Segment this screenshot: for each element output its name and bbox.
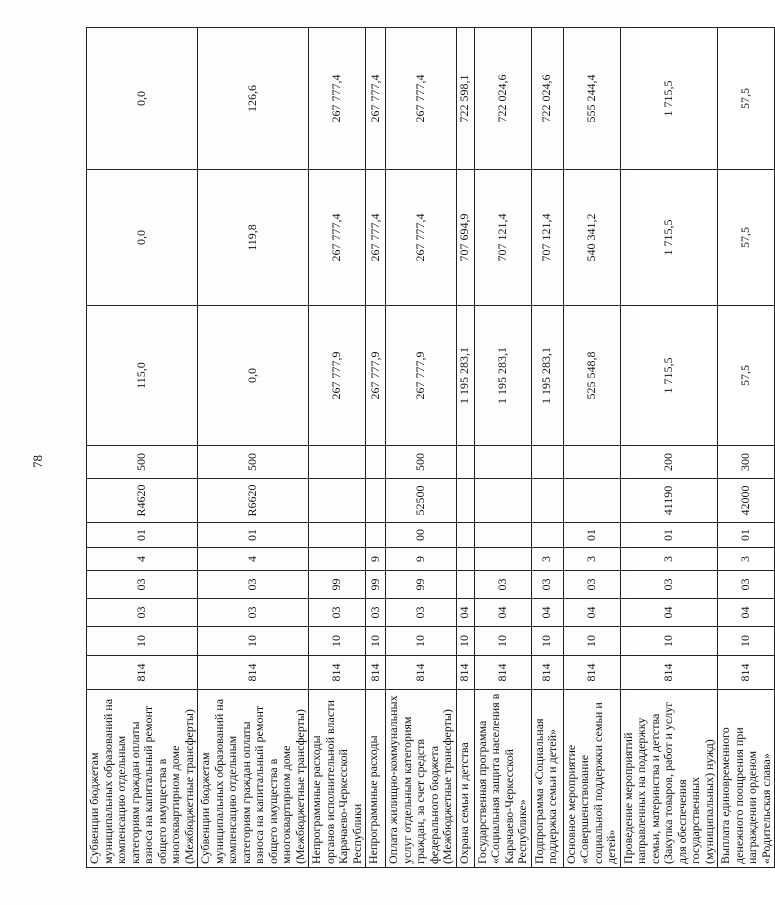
cell-subsection: 04 (718, 599, 775, 627)
table-row (563, 28, 620, 868)
cell-value-2: 267 777,4 (309, 170, 366, 306)
cell-name: Государственная программа «Социальная защита населения в Карачаево-Черкесской Республике» (474, 690, 531, 868)
cell-ministry: 814 (456, 656, 474, 690)
cell-subsection: 03 (366, 599, 386, 627)
cell-subsection: 04 (531, 599, 563, 627)
cell-section: 10 (386, 627, 457, 656)
cell-target-c: 01 (718, 523, 775, 548)
cell-target-b: 4 (198, 548, 309, 571)
cell-target-a: 03 (474, 571, 531, 599)
cell-target-b: 9 (386, 548, 457, 571)
cell-name: Проведение мероприятий направленных на поддержку семьи, материнства и детства (Закупка товаров, работ и услуг для обеспечения государственных (муниципальных) нужд) (620, 690, 718, 868)
cell-target-c: 01 (620, 523, 718, 548)
cell-target-a (456, 571, 474, 599)
cell-value-2: 0,0 (87, 170, 198, 306)
cell-expense-type (456, 446, 474, 479)
cell-value-2: 707 121,4 (474, 170, 531, 306)
cell-subsection: 03 (198, 599, 309, 627)
cell-target-b: 3 (531, 548, 563, 571)
cell-expense-type (474, 446, 531, 479)
cell-target-d (366, 479, 386, 523)
cell-value-1: 267 777,9 (309, 306, 366, 446)
cell-value-3: 722 598,1 (456, 28, 474, 170)
cell-section: 10 (309, 627, 366, 656)
cell-target-a: 99 (386, 571, 457, 599)
cell-value-3: 267 777,4 (386, 28, 457, 170)
cell-target-a: 03 (531, 571, 563, 599)
budget-table (86, 27, 775, 868)
cell-section: 10 (474, 627, 531, 656)
cell-target-b: 9 (366, 548, 386, 571)
cell-target-d (456, 479, 474, 523)
cell-expense-type: 500 (386, 446, 457, 479)
cell-ministry: 814 (620, 656, 718, 690)
cell-subsection: 03 (309, 599, 366, 627)
cell-value-3: 555 244,4 (563, 28, 620, 170)
cell-value-1: 1 195 283,1 (474, 306, 531, 446)
cell-section: 10 (198, 627, 309, 656)
cell-value-1: 267 777,9 (386, 306, 457, 446)
cell-subsection: 04 (563, 599, 620, 627)
cell-section: 10 (366, 627, 386, 656)
table-row (718, 28, 775, 868)
table-row (198, 28, 309, 868)
cell-target-d (531, 479, 563, 523)
cell-subsection: 04 (474, 599, 531, 627)
cell-name: Охрана семьи и детства (456, 690, 474, 868)
cell-value-1: 1 195 283,1 (456, 306, 474, 446)
cell-value-1: 57,5 (718, 306, 775, 446)
table-row (386, 28, 457, 868)
table-row (456, 28, 474, 868)
table-body (87, 28, 775, 868)
cell-ministry: 814 (718, 656, 775, 690)
cell-target-a: 03 (87, 571, 198, 599)
cell-name: Субвенции бюджетам муниципальных образований на компенсацию отдельным категориям граждан оплаты взноса на капитальный ремонт общего имущества в многоквартирном доме (Межбюджетные трансферты) (198, 690, 309, 868)
table-row (309, 28, 366, 868)
cell-target-b (474, 548, 531, 571)
cell-expense-type: 300 (718, 446, 775, 479)
cell-target-c: 01 (198, 523, 309, 548)
cell-subsection: 03 (386, 599, 457, 627)
cell-value-1: 1 715,5 (620, 306, 718, 446)
cell-value-3: 126,6 (198, 28, 309, 170)
cell-value-1: 525 548,8 (563, 306, 620, 446)
cell-name: Субвенции бюджетам муниципальных образований на компенсацию отдельным категориям граждан оплаты взноса на капитальный ремонт общего имущества в многоквартирном доме (Межбюджетные трансферты) (87, 690, 198, 868)
cell-expense-type (309, 446, 366, 479)
cell-target-c (531, 523, 563, 548)
cell-target-d (563, 479, 620, 523)
cell-target-c (366, 523, 386, 548)
cell-value-3: 0,0 (87, 28, 198, 170)
cell-section: 10 (87, 627, 198, 656)
cell-value-2: 1 715,5 (620, 170, 718, 306)
cell-value-3: 267 777,4 (309, 28, 366, 170)
cell-value-3: 267 777,4 (366, 28, 386, 170)
cell-name: Основное мероприятие «Совершенствование социальной поддержки семьи и детей» (563, 690, 620, 868)
cell-target-b: 3 (620, 548, 718, 571)
cell-subsection: 04 (456, 599, 474, 627)
cell-value-3: 722 024,6 (531, 28, 563, 170)
cell-target-d (474, 479, 531, 523)
cell-target-d: R6620 (198, 479, 309, 523)
cell-subsection: 04 (620, 599, 718, 627)
table-row (531, 28, 563, 868)
cell-target-c: 01 (87, 523, 198, 548)
cell-value-3: 57,5 (718, 28, 775, 170)
cell-value-2: 267 777,4 (386, 170, 457, 306)
cell-target-b (309, 548, 366, 571)
cell-target-b: 3 (718, 548, 775, 571)
cell-expense-type (366, 446, 386, 479)
cell-section: 10 (620, 627, 718, 656)
cell-target-a: 03 (563, 571, 620, 599)
cell-expense-type (531, 446, 563, 479)
cell-target-c (456, 523, 474, 548)
cell-target-d (309, 479, 366, 523)
cell-value-2: 707 694,9 (456, 170, 474, 306)
cell-expense-type: 500 (198, 446, 309, 479)
cell-value-3: 1 715,5 (620, 28, 718, 170)
cell-name: Выплата единовременного денежного поощрения при награждении орденом «Родительская слава» (718, 690, 775, 868)
cell-value-1: 115,0 (87, 306, 198, 446)
cell-target-c: 01 (563, 523, 620, 548)
cell-target-c: 00 (386, 523, 457, 548)
table-row (87, 28, 198, 868)
cell-ministry: 814 (198, 656, 309, 690)
cell-value-2: 119,8 (198, 170, 309, 306)
cell-subsection: 03 (87, 599, 198, 627)
cell-target-a: 99 (309, 571, 366, 599)
cell-name: Непрограммные расходы (366, 690, 386, 868)
cell-target-d: 42000 (718, 479, 775, 523)
cell-value-2: 707 121,4 (531, 170, 563, 306)
cell-name: Оплата жилищно-коммунальных услуг отдельным категориям граждан, за счет средств федерального бюджета (Межбюджетные трансферты) (386, 690, 457, 868)
cell-target-b (456, 548, 474, 571)
cell-target-d: 41190 (620, 479, 718, 523)
cell-section: 10 (531, 627, 563, 656)
cell-value-3: 722 024,6 (474, 28, 531, 170)
table-row (366, 28, 386, 868)
cell-target-b: 4 (87, 548, 198, 571)
cell-target-c (474, 523, 531, 548)
cell-section: 10 (718, 627, 775, 656)
cell-section: 10 (563, 627, 620, 656)
cell-expense-type (563, 446, 620, 479)
budget-table-rotated (86, 28, 773, 868)
cell-ministry: 814 (563, 656, 620, 690)
cell-value-2: 57,5 (718, 170, 775, 306)
cell-value-2: 540 341,2 (563, 170, 620, 306)
cell-name: Подпрограмма «Социальная поддержка семьи и детей» (531, 690, 563, 868)
cell-target-a: 03 (620, 571, 718, 599)
cell-target-a: 99 (366, 571, 386, 599)
table-row (620, 28, 718, 868)
cell-name: Непрограммные расходы органов исполнительной власти Карачаево-Черкесской Республики (309, 690, 366, 868)
cell-ministry: 814 (386, 656, 457, 690)
cell-target-a: 03 (198, 571, 309, 599)
cell-ministry: 814 (87, 656, 198, 690)
cell-target-b: 3 (563, 548, 620, 571)
cell-ministry: 814 (366, 656, 386, 690)
page-number: 78 (30, 455, 45, 468)
cell-expense-type: 200 (620, 446, 718, 479)
cell-ministry: 814 (531, 656, 563, 690)
cell-value-1: 267 777,9 (366, 306, 386, 446)
cell-section: 10 (456, 627, 474, 656)
cell-value-1: 0,0 (198, 306, 309, 446)
cell-target-d: 52500 (386, 479, 457, 523)
cell-ministry: 814 (309, 656, 366, 690)
cell-value-1: 1 195 283,1 (531, 306, 563, 446)
cell-expense-type: 500 (87, 446, 198, 479)
cell-target-d: R4620 (87, 479, 198, 523)
cell-ministry: 814 (474, 656, 531, 690)
cell-target-a: 03 (718, 571, 775, 599)
cell-target-c (309, 523, 366, 548)
table-row (474, 28, 531, 868)
cell-value-2: 267 777,4 (366, 170, 386, 306)
